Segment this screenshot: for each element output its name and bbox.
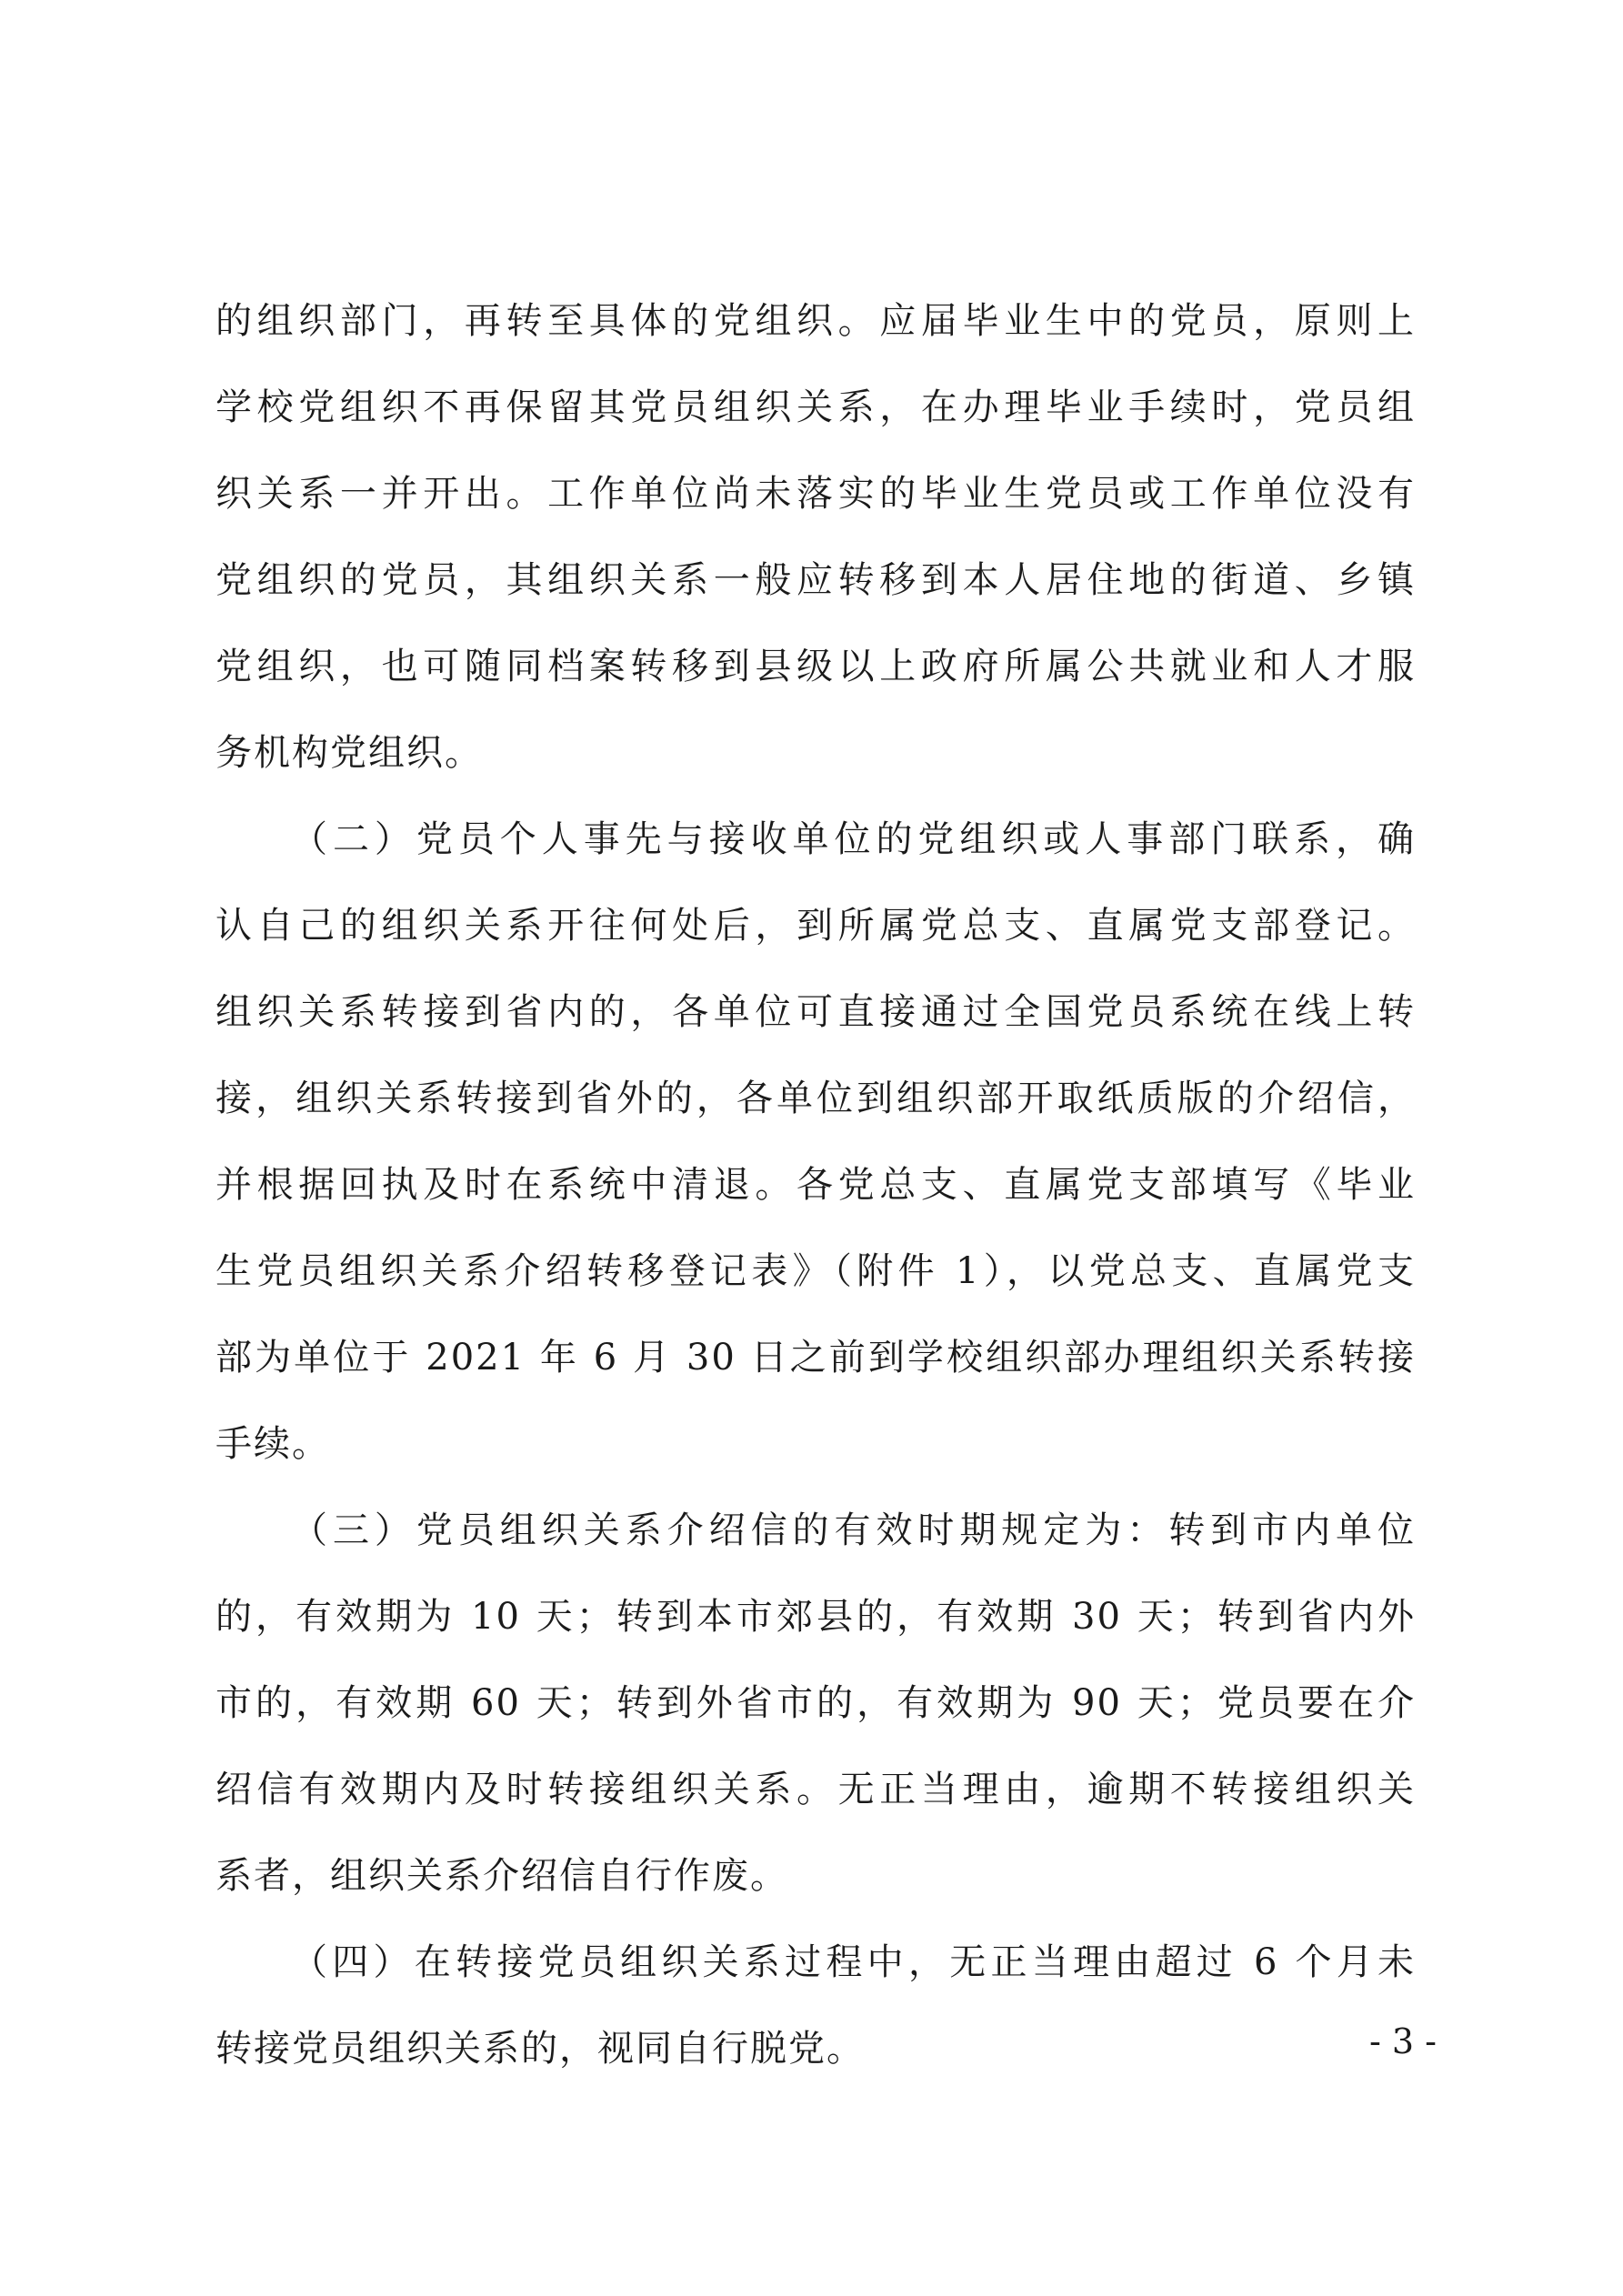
paragraph-line: 系者，组织关系介绍信自行作废。 [215, 1855, 788, 1897]
paragraph-line: 的，有效期为 10 天；转到本市郊县的，有效期 30 天；转到省内外 [215, 1596, 1416, 1638]
paragraph-line: 部为单位于 2021 年 6 月 30 日之前到学校组织部办理组织关系转接 [215, 1337, 1416, 1379]
paragraph-line: 党组织的党员，其组织关系一般应转移到本人居住地的街道、乡镇 [215, 559, 1416, 601]
paragraph-line: 织关系一并开出。工作单位尚未落实的毕业生党员或工作单位没有 [215, 473, 1416, 515]
paragraph-line: 党组织，也可随同档案转移到县级以上政府所属公共就业和人才服 [215, 646, 1416, 687]
paragraph-line: （四）在转接党员组织关系过程中，无正当理由超过 6 个月未 [291, 1941, 1416, 1983]
paragraph-line: 接，组织关系转接到省外的，各单位到组织部开取纸质版的介绍信， [215, 1078, 1416, 1119]
paragraph-line: （二）党员个人事先与接收单位的党组织或人事部门联系，确 [291, 818, 1416, 860]
paragraph-line: 组织关系转接到省内的，各单位可直接通过全国党员系统在线上转 [215, 991, 1416, 1033]
paragraph-line: 学校党组织不再保留其党员组织关系，在办理毕业手续时，党员组 [215, 386, 1416, 428]
paragraph-line: 市的，有效期 60 天；转到外省市的，有效期为 90 天；党员要在介 [215, 1682, 1416, 1724]
page-number: - 3 - [1368, 2021, 1437, 2061]
paragraph-line: 生党员组织关系介绍转移登记表》（附件 1），以党总支、直属党支 [215, 1250, 1416, 1292]
paragraph-line: 手续。 [215, 1423, 330, 1465]
paragraph-line: 务机构党组织。 [215, 732, 483, 774]
paragraph-line: 转接党员组织关系的，视同自行脱党。 [215, 2028, 865, 2070]
paragraph-line: （三）党员组织关系介绍信的有效时期规定为：转到市内单位 [291, 1509, 1416, 1551]
paragraph-line: 的组织部门，再转至具体的党组织。应届毕业生中的党员，原则上 [215, 300, 1416, 342]
paragraph-line: 并根据回执及时在系统中清退。各党总支、直属党支部填写《毕业 [215, 1164, 1416, 1206]
paragraph-line: 认自己的组织关系开往何处后，到所属党总支、直属党支部登记。 [215, 905, 1416, 947]
paragraph-line: 绍信有效期内及时转接组织关系。无正当理由，逾期不转接组织关 [215, 1769, 1416, 1810]
